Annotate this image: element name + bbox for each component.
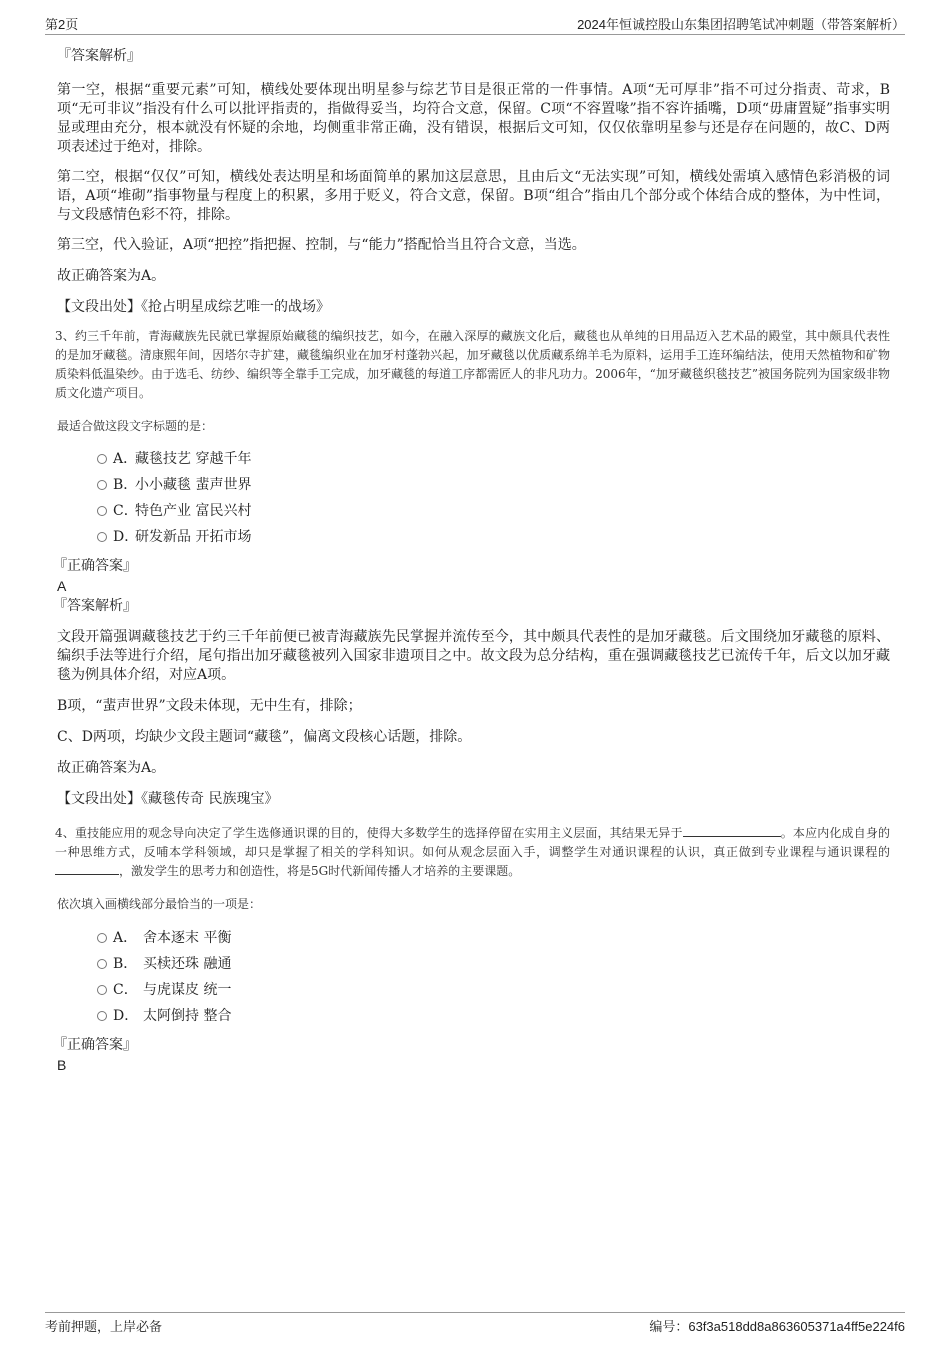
question-stem: 3、约三千年前，青海藏族先民就已掌握原始藏毯的编织技艺，如今，在融入深厚的藏族文化后，藏毯也从单纯的日用品迈入艺术品的殿堂，其中颇具代表性的是加牙藏毯。清康熙年间，因塔尔寺扩建，藏毯编织业在加牙村蓬勃兴起，加牙藏毯以优质藏系绵羊毛为原料，运用手工连环编结法，使用天然植物和矿物质染料低温染纱。由于选毛、纺纱、编织等全靠手工完成，加牙藏毯的每道工序都需匠人的非凡功力。2006年，“加牙藏毯织毯技艺”被国务院列为国家级非物质文化遗产项目。	[55, 329, 890, 400]
radio-button[interactable]	[97, 532, 107, 542]
answer-label: 『正确答案』	[53, 1037, 137, 1053]
document-id: 编号：63f3a518dd8a863605371a4ff5e224f6	[649, 1319, 905, 1334]
option-d[interactable]: D． 太阿倒持 整合	[57, 1003, 890, 1029]
analysis-paragraph: C、D两项，均缺少文段主题词“藏毯”，偏离文段核心话题，排除。	[57, 729, 472, 745]
option-list	[57, 925, 890, 1029]
page-header	[45, 12, 905, 35]
question-instruction: 依次填入画横线部分最恰当的一项是：	[57, 897, 262, 911]
page-content	[53, 46, 890, 1075]
option-a[interactable]: A．藏毯技艺 穿越千年	[57, 446, 890, 472]
analysis-paragraph: 第二空，根据“仅仅”可知，横线处表达明星和场面简单的累加这层意思，且由后文“无法实现”可知，横线处需填入感情色彩消极的词语，A项“堆砌”指事物量与程度上的积累，多用于贬义，符合文意，保留。B项“组合”指由几个部分或个体结合成的整体，为中性词，与文段感情色彩不符，排除。	[57, 169, 890, 223]
document-title: 2024年恒诚控股山东集团招聘笔试冲刺题（带答案解析）	[577, 17, 905, 32]
analysis-paragraph: 第三空，代入验证，A项“把控”指把握、控制，与“能力”搭配恰当且符合文意，当选。	[57, 237, 586, 253]
analysis-paragraph: 故正确答案为A。	[57, 760, 166, 776]
radio-button[interactable]	[97, 933, 107, 943]
analysis-paragraph: B项，“蜚声世界”文段未体现，无中生有，排除；	[57, 698, 362, 714]
analysis-paragraph: 文段开篇强调藏毯技艺于约三千年前便已被青海藏族先民掌握并流传至今，其中颇具代表性的是加牙藏毯。后文围绕加牙藏毯的原料、编织手法等进行介绍，尾句指出加牙藏毯被列入国家非遗项目之中。故文段为总分结构，重在强调藏毯技艺已流传千年，后文以加牙藏毯为例具体介绍，对应A项。	[57, 629, 890, 683]
radio-button[interactable]	[97, 985, 107, 995]
answer-label: 『正确答案』	[53, 558, 137, 574]
fill-blank	[55, 862, 119, 875]
option-c[interactable]: C． 与虎谋皮 统一	[57, 977, 890, 1003]
answer-value: A	[57, 578, 67, 594]
source-citation: 【文段出处】《抢占明星成综艺唯一的战场》	[57, 299, 330, 315]
radio-button[interactable]	[97, 454, 107, 464]
radio-button[interactable]	[97, 1011, 107, 1021]
source-citation: 【文段出处】《藏毯传奇 民族瑰宝》	[57, 791, 279, 807]
option-list	[57, 446, 890, 550]
option-d[interactable]: D．研发新品 开拓市场	[57, 524, 890, 550]
radio-button[interactable]	[97, 506, 107, 516]
option-a[interactable]: A． 舍本逐末 平衡	[57, 925, 890, 951]
option-b[interactable]: B． 买椟还珠 融通	[57, 951, 890, 977]
analysis-label: 『答案解析』	[57, 48, 141, 64]
question-stem: 4、重技能应用的观念导向决定了学生选修通识课的目的，使得大多数学生的选择停留在实用主义层面，其结果无异于 。本应内化成自身的一种思维方式，反哺本学科领域，却只是掌握了相关的学科知识。如何从观念层面入手，调整学生对通识课程的认识，真正做到专业课程与通识课程的，激发学生的思考力和创造性，将是5G时代新闻传播人才培养的主要课题。	[55, 826, 890, 878]
analysis-paragraph: 第一空，根据“重要元素”可知，横线处要体现出明星参与综艺节目是很正常的一件事情。A项“无可厚非”指不可过分指责、苛求，B项“无可非议”指没有什么可以批评指责的，指做得妥当，均符合文意，保留。C项“不容置喙”指不容许插嘴，D项“毋庸置疑”指事实明显或理由充分，根本就没有怀疑的余地，均侧重非常正确，没有错误，根据后文可知，仅仅依靠明星参与还是存在问题的，故C、D两项表述过于绝对，排除。	[57, 82, 890, 155]
option-b[interactable]: B．小小藏毯 蜚声世界	[57, 472, 890, 498]
page-footer	[45, 1312, 905, 1335]
answer-value: B	[57, 1057, 67, 1073]
fill-blank	[683, 824, 781, 837]
page-number: 第2页	[45, 17, 79, 32]
option-c[interactable]: C．特色产业 富民兴村	[57, 498, 890, 524]
analysis-label: 『答案解析』	[53, 598, 137, 614]
analysis-paragraph: 故正确答案为A。	[57, 268, 166, 284]
radio-button[interactable]	[97, 480, 107, 490]
question-instruction: 最适合做这段文字标题的是：	[57, 419, 214, 433]
radio-button[interactable]	[97, 959, 107, 969]
footer-slogan: 考前押题，上岸必备	[45, 1319, 163, 1334]
